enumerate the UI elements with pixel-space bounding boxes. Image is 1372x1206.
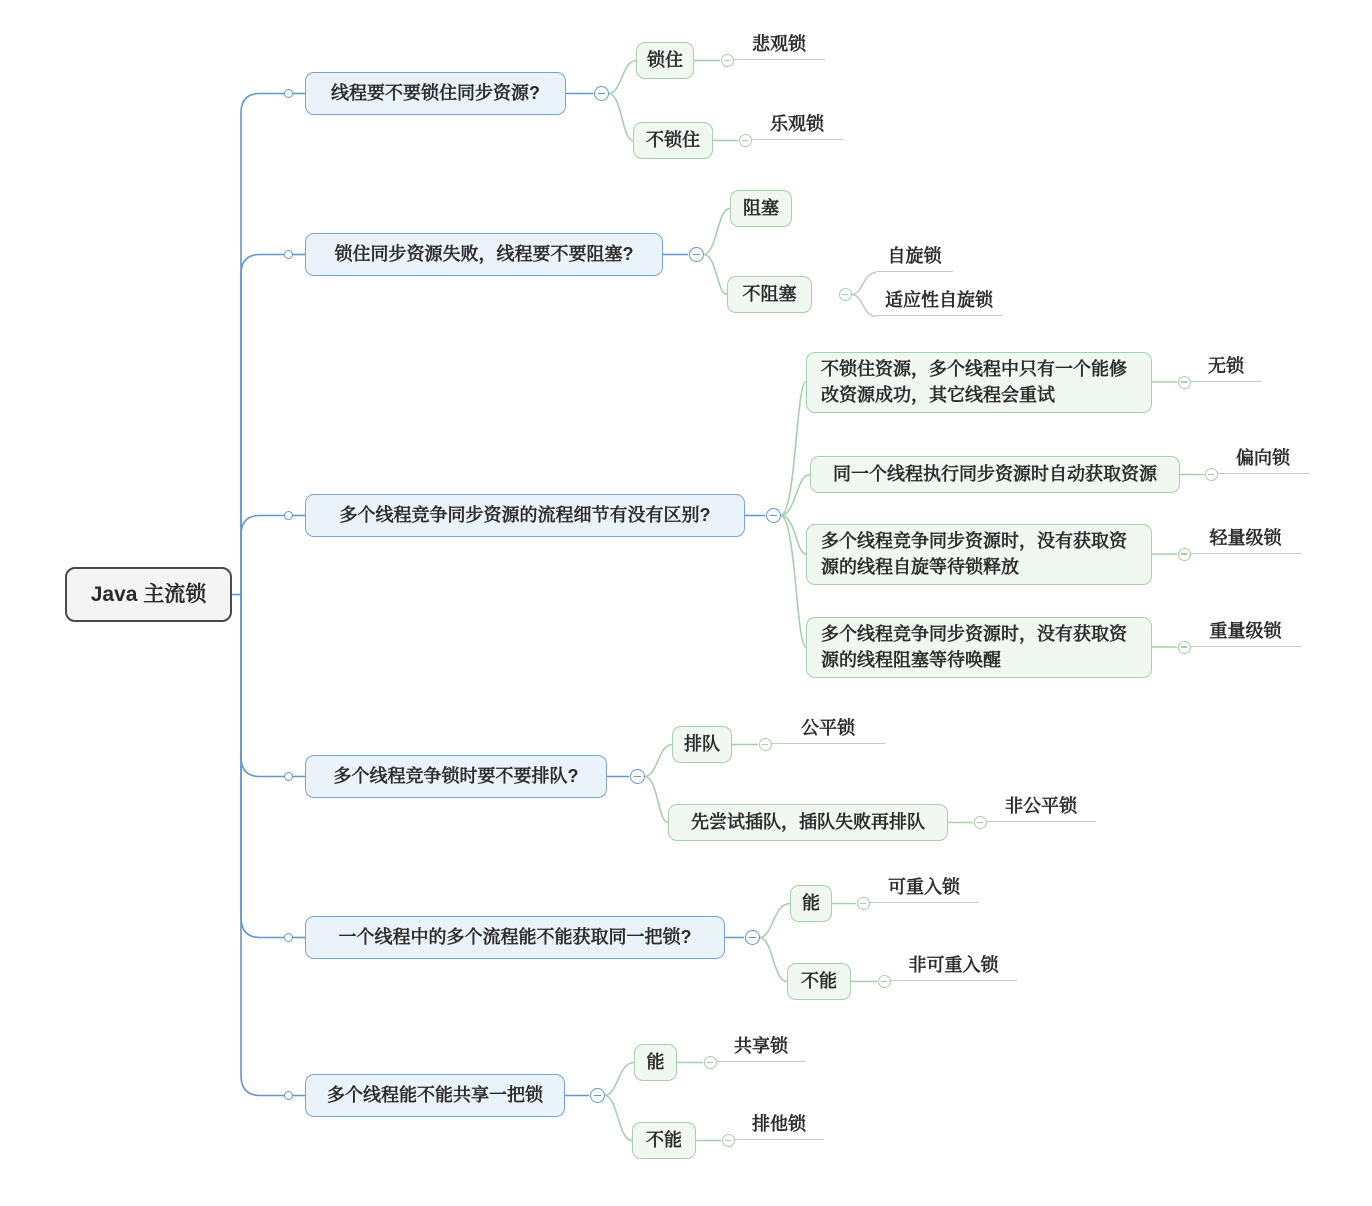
- leaf-biased-lock[interactable]: 偏向锁: [1217, 446, 1309, 474]
- leaf-non-reentrant-lock[interactable]: 非可重入锁: [890, 953, 1017, 981]
- question-node-1[interactable]: 线程要不要锁住同步资源?: [305, 72, 566, 115]
- collapse-toggle-icon[interactable]: [739, 134, 752, 147]
- answer-node-can-share[interactable]: 能: [634, 1044, 677, 1081]
- collapse-toggle-icon[interactable]: [759, 738, 772, 751]
- collapse-toggle-icon[interactable]: [974, 816, 987, 829]
- answer-node-jump-queue[interactable]: 先尝试插队，插队失败再排队: [668, 804, 948, 841]
- answer-node-biased[interactable]: 同一个线程执行同步资源时自动获取资源: [810, 456, 1180, 493]
- attach-point-icon: [284, 250, 293, 259]
- collapse-toggle-icon[interactable]: [1178, 548, 1191, 561]
- answer-node-no-lock[interactable]: 不锁住: [633, 122, 713, 159]
- attach-point-icon: [284, 511, 293, 520]
- leaf-shared-lock[interactable]: 共享锁: [716, 1034, 806, 1062]
- question-node-2[interactable]: 锁住同步资源失败，线程要不要阻塞?: [305, 233, 663, 276]
- collapse-toggle-icon[interactable]: [766, 508, 781, 523]
- attach-point-icon: [284, 1091, 293, 1100]
- leaf-reentrant-lock[interactable]: 可重入锁: [869, 875, 979, 903]
- leaf-adaptive-spin-lock[interactable]: 适应性自旋锁: [876, 288, 1002, 316]
- collapse-toggle-icon[interactable]: [630, 769, 645, 784]
- answer-node-no-block[interactable]: 不阻塞: [727, 276, 812, 313]
- collapse-toggle-icon[interactable]: [689, 247, 704, 262]
- leaf-unfair-lock[interactable]: 非公平锁: [986, 794, 1096, 822]
- attach-point-icon: [284, 933, 293, 942]
- collapse-toggle-icon[interactable]: [721, 54, 734, 67]
- answer-node-cas[interactable]: 不锁住资源，多个线程中只有一个能修改资源成功，其它线程会重试: [806, 352, 1152, 413]
- leaf-heavyweight-lock[interactable]: 重量级锁: [1190, 619, 1301, 647]
- collapse-toggle-icon[interactable]: [1178, 376, 1191, 389]
- leaf-pessimistic-lock[interactable]: 悲观锁: [733, 32, 825, 60]
- leaf-no-lock[interactable]: 无锁: [1190, 354, 1262, 382]
- question-node-3[interactable]: 多个线程竞争同步资源的流程细节有没有区别?: [305, 494, 745, 537]
- answer-node-cannot-reenter[interactable]: 不能: [787, 963, 851, 1000]
- leaf-lightweight-lock[interactable]: 轻量级锁: [1190, 526, 1301, 554]
- collapse-toggle-icon[interactable]: [857, 897, 870, 910]
- answer-node-lock[interactable]: 锁住: [636, 42, 694, 79]
- leaf-exclusive-lock[interactable]: 排他锁: [734, 1112, 824, 1140]
- collapse-toggle-icon[interactable]: [704, 1056, 717, 1069]
- attach-point-icon: [284, 772, 293, 781]
- collapse-toggle-icon[interactable]: [722, 1134, 735, 1147]
- collapse-toggle-icon[interactable]: [1178, 641, 1191, 654]
- leaf-spin-lock[interactable]: 自旋锁: [876, 244, 953, 272]
- collapse-toggle-icon[interactable]: [590, 1088, 605, 1103]
- root-node[interactable]: Java 主流锁: [65, 567, 232, 622]
- answer-node-spin-wait[interactable]: 多个线程竞争同步资源时，没有获取资源的线程自旋等待锁释放: [806, 524, 1152, 585]
- answer-node-block[interactable]: 阻塞: [730, 190, 792, 227]
- answer-node-can-reenter[interactable]: 能: [790, 885, 832, 922]
- attach-point-icon: [284, 89, 293, 98]
- collapse-toggle-icon[interactable]: [1205, 468, 1218, 481]
- answer-node-queue[interactable]: 排队: [672, 726, 732, 763]
- question-node-6[interactable]: 多个线程能不能共享一把锁: [305, 1074, 565, 1117]
- leaf-optimistic-lock[interactable]: 乐观锁: [751, 112, 843, 140]
- collapse-toggle-icon[interactable]: [839, 288, 852, 301]
- answer-node-cannot-share[interactable]: 不能: [632, 1122, 696, 1159]
- collapse-toggle-icon[interactable]: [878, 975, 891, 988]
- answer-node-block-wait[interactable]: 多个线程竞争同步资源时，没有获取资源的线程阻塞等待唤醒: [806, 617, 1152, 678]
- question-node-5[interactable]: 一个线程中的多个流程能不能获取同一把锁?: [305, 916, 725, 959]
- question-node-4[interactable]: 多个线程竞争锁时要不要排队?: [305, 755, 607, 798]
- collapse-toggle-icon[interactable]: [745, 930, 760, 945]
- leaf-fair-lock[interactable]: 公平锁: [771, 716, 885, 744]
- collapse-toggle-icon[interactable]: [594, 86, 609, 101]
